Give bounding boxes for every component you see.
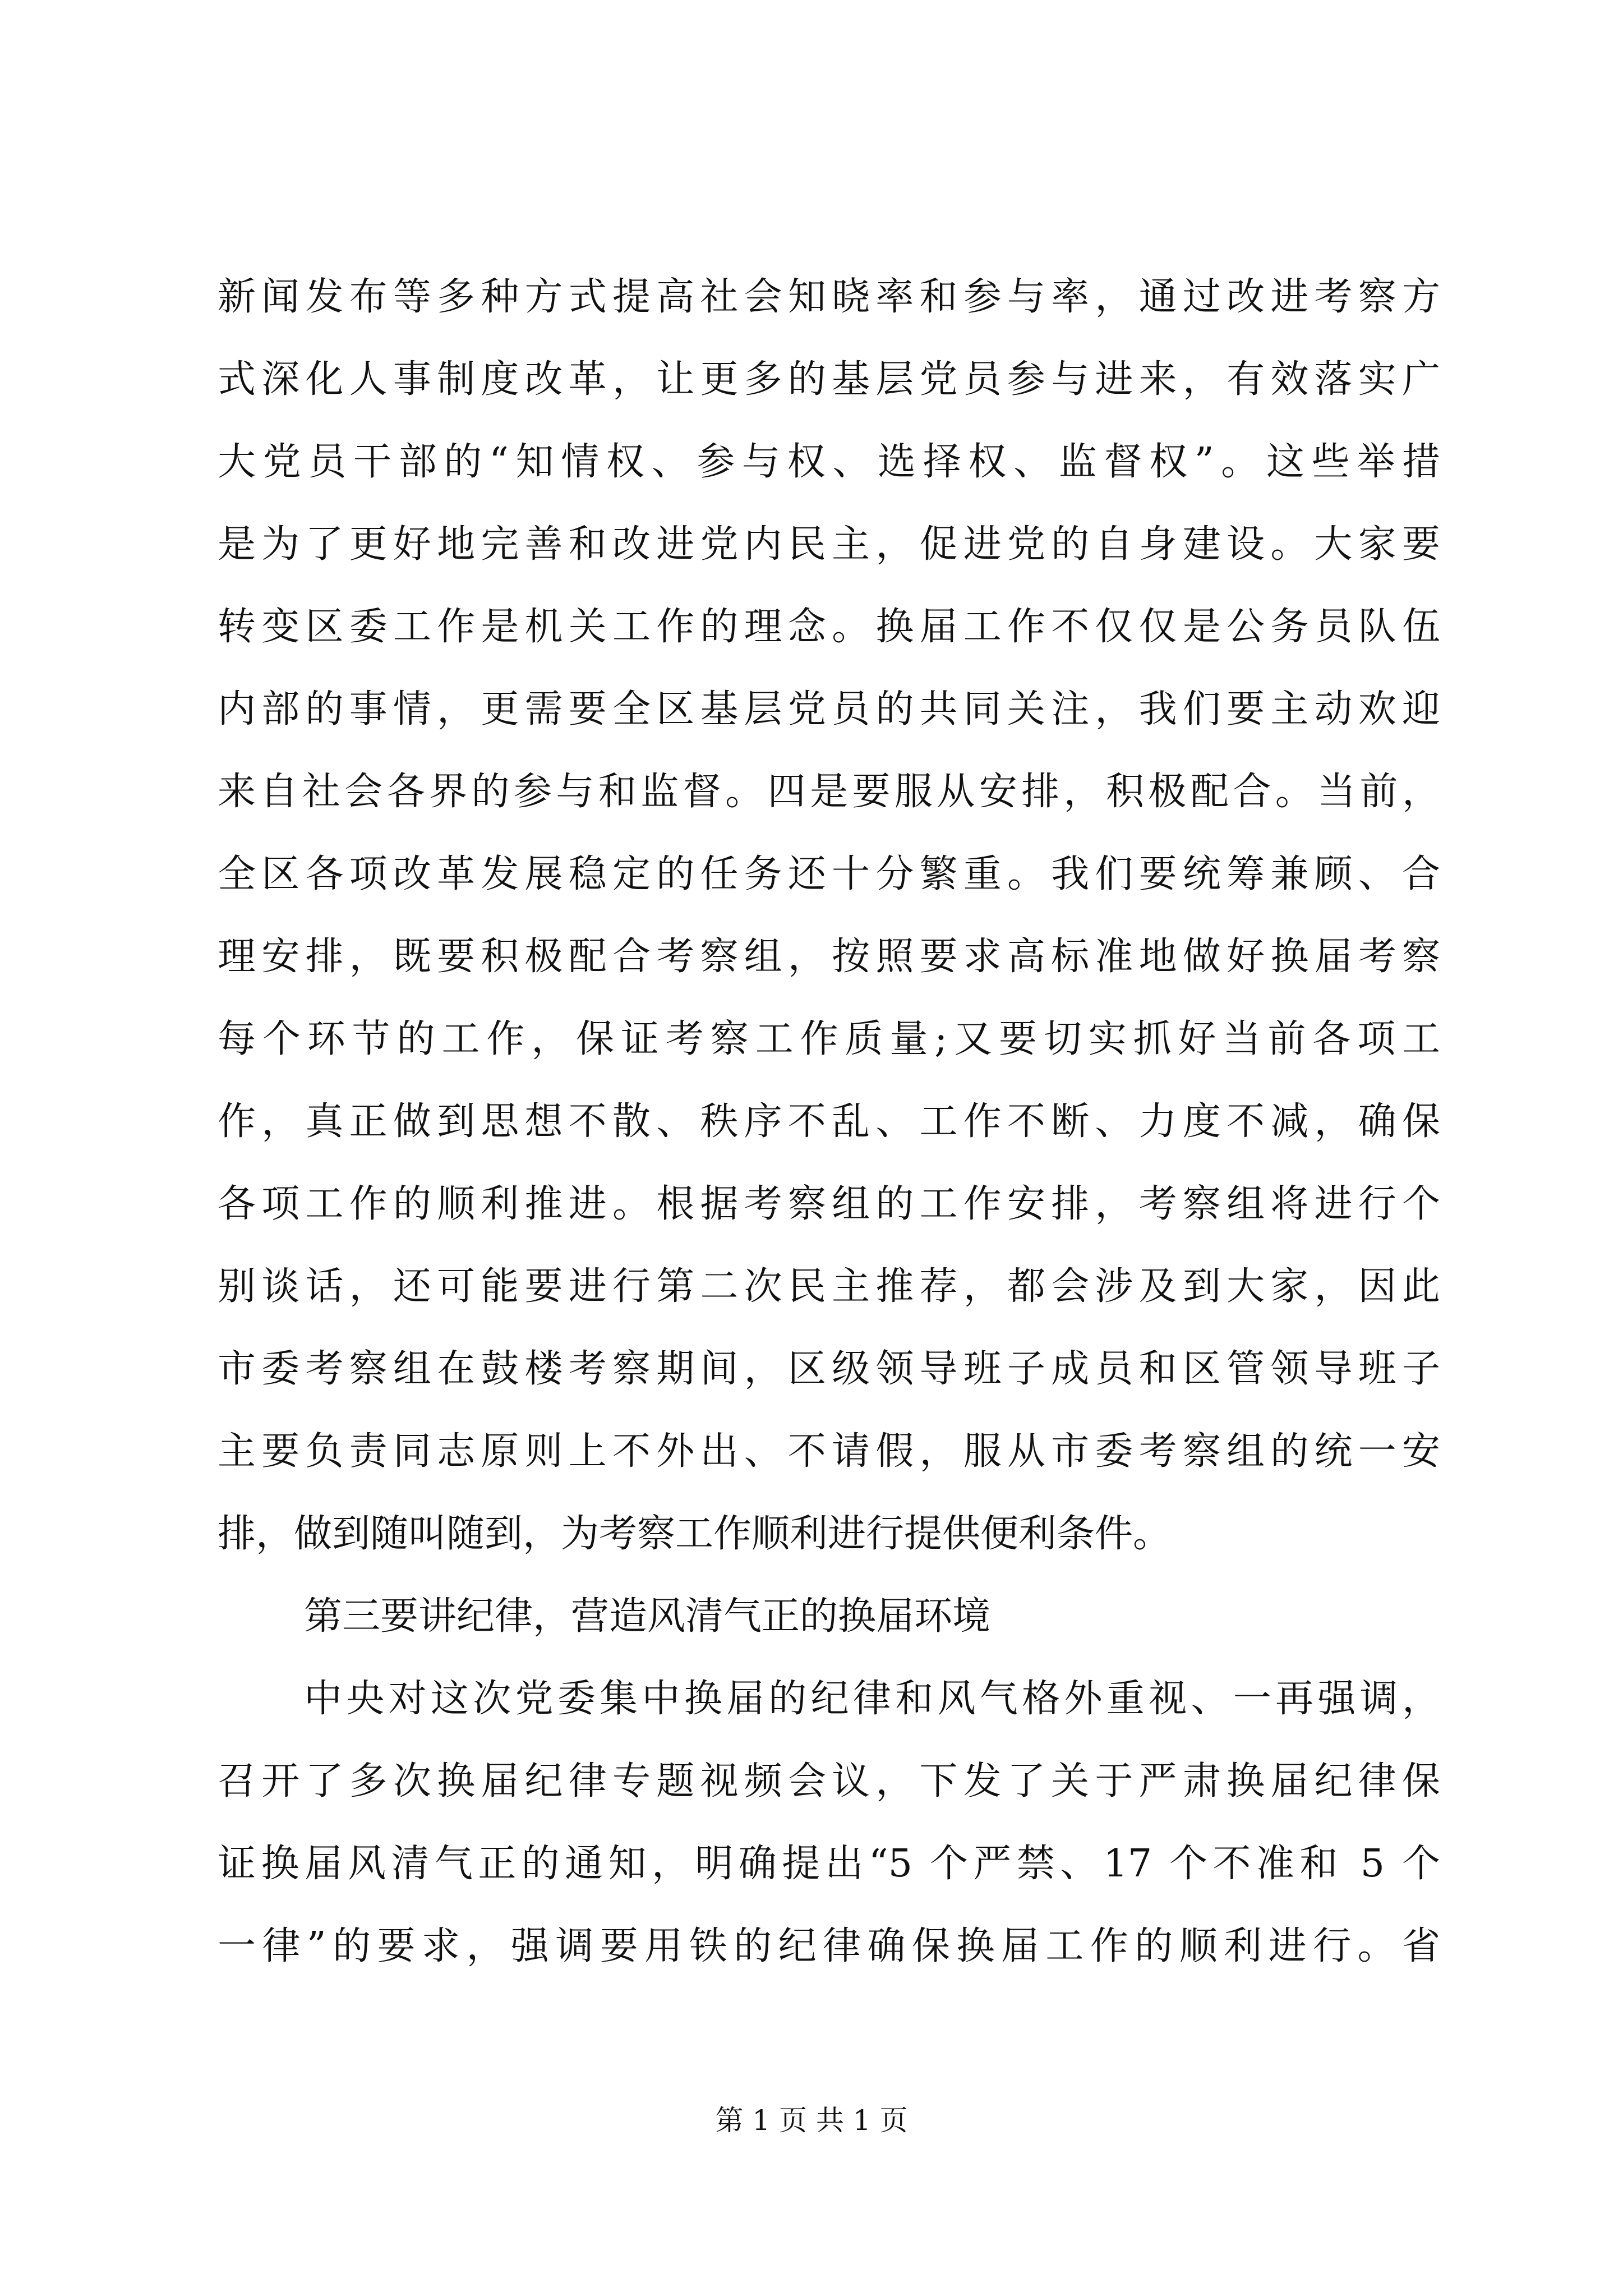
text-line: 各项工作的顺利推进。根据考察组的工作安排，考察组将进行个 xyxy=(218,1182,1440,1226)
text-line: 每个环节的工作，保证考察工作质量;又要切实抓好当前各项工 xyxy=(218,1017,1440,1061)
text-line: 大党员干部的“知情权、参与权、选择权、监督权”。这些举措 xyxy=(218,440,1440,484)
text-line: 召开了多次换届纪律专题视频会议，下发了关于严肃换届纪律保 xyxy=(218,1759,1440,1803)
page-number: 第 1 页 共 1 页 xyxy=(715,2104,908,2137)
text-line: 来自社会各界的参与和监督。四是要服从安排，积极配合。当前， xyxy=(218,770,1440,814)
text-line: 作，真正做到思想不散、秩序不乱、工作不断、力度不减，确保 xyxy=(218,1099,1440,1144)
text-line: 排，做到随叫随到，为考察工作顺利进行提供便利条件。 xyxy=(218,1512,1172,1556)
text-line: 理安排，既要积极配合考察组，按照要求高标准地做好换届考察 xyxy=(218,935,1440,979)
text-line: 别谈话，还可能要进行第二次民主推荐，都会涉及到大家，因此 xyxy=(218,1264,1440,1309)
text-line: 转变区委工作是机关工作的理念。换届工作不仅仅是公务员队伍 xyxy=(218,605,1440,649)
section-heading: 第三要讲纪律，营造风清气正的换届环境 xyxy=(304,1594,991,1639)
text-line: 一律”的要求，强调要用铁的纪律确保换届工作的顺利进行。省 xyxy=(218,1924,1440,1968)
text-line: 新闻发布等多种方式提高社会知晓率和参与率，通过改进考察方 xyxy=(218,275,1440,319)
paragraph-first-line: 中央对这次党委集中换届的纪律和风气格外重视、一再强调， xyxy=(304,1677,1440,1721)
text-line: 式深化人事制度改革，让更多的基层党员参与进来，有效落实广 xyxy=(218,357,1440,402)
document-body xyxy=(218,256,1440,1987)
page-footer xyxy=(0,2101,1623,2140)
text-line: 全区各项改革发展稳定的任务还十分繁重。我们要统筹兼顾、合 xyxy=(218,852,1440,896)
text-line: 证换届风清气正的通知，明确提出“5 个严禁、17 个不准和 5 个 xyxy=(218,1842,1440,1886)
text-line: 市委考察组在鼓楼考察期间，区级领导班子成员和区管领导班子 xyxy=(218,1347,1440,1391)
text-line: 主要负责同志原则上不外出、不请假，服从市委考察组的统一安 xyxy=(218,1429,1440,1474)
text-line: 是为了更好地完善和改进党内民主，促进党的自身建设。大家要 xyxy=(218,522,1440,567)
text-line: 内部的事情，更需要全区基层党员的共同关注，我们要主动欢迎 xyxy=(218,687,1440,731)
